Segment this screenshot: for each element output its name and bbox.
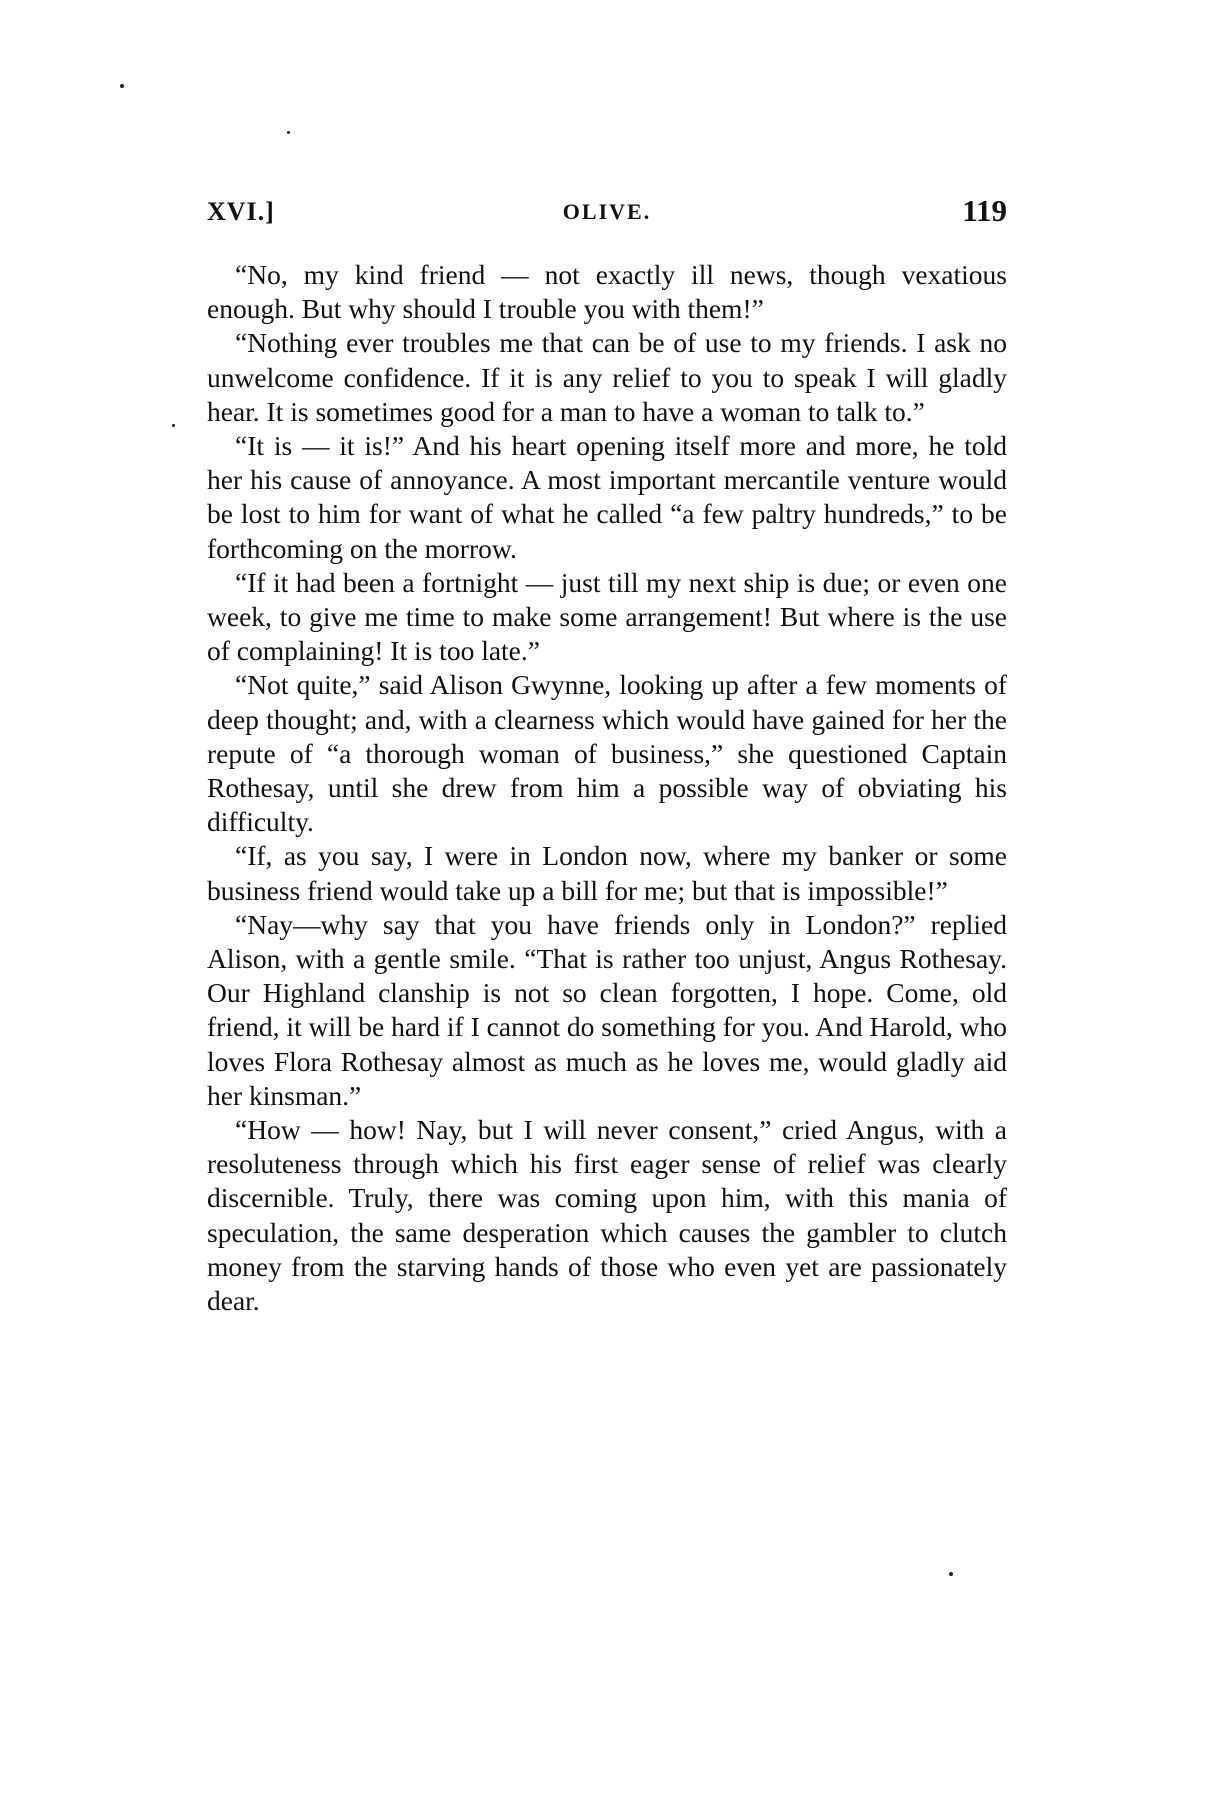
running-title: OLIVE. bbox=[562, 199, 652, 224]
paragraph: “If, as you say, I were in London now, where my banker or some business friend would take up a bill for me; but that is impossible!” bbox=[207, 840, 1007, 906]
print-speck bbox=[120, 84, 124, 88]
page-number: 119 bbox=[962, 193, 1007, 228]
paragraph: “Not quite,” said Alison Gwynne, looking up after a few moments of deep thought; and, with a clearness which would have gained for her the repute of “a thorough woman of business,” she questioned Captain Rothesay, until she drew from him a possible way of obviating his difficulty. bbox=[207, 669, 1007, 838]
paragraph: “Nothing ever troubles me that can be of use to my friends. I ask no unwelcome confidence. If it is any relief to you to speak I will gladly hear. It is sometimes good for a man to have a woman to talk to.” bbox=[207, 327, 1007, 427]
print-speck bbox=[287, 131, 290, 134]
print-speck bbox=[949, 1572, 953, 1576]
paragraph: “If it had been a fortnight — just till my next ship is due; or even one week, to give me time to make some arrangement! But where is the use of complaining! It is too late.” bbox=[207, 566, 1007, 667]
paragraph: “How — how! Nay, but I will never consent,” cried Angus, with a resoluteness through which his first eager sense of relief was clearly discernible. Truly, there was coming upon him, with this mania of speculation, the same desperation which causes the gambler to clutch money from the starving hands of those who even yet are passionately dear. bbox=[207, 1114, 1007, 1317]
running-header bbox=[207, 193, 1007, 233]
body-text bbox=[207, 258, 1007, 1318]
paragraph: “It is — it is!” And his heart opening itself more and more, he told her his cause of annoyance. A most important mercantile venture would be lost to him for want of what he called “a few paltry hundreds,” to be forthcoming on the morrow. bbox=[207, 430, 1007, 564]
paragraph: “No, my kind friend — not exactly ill news, though vexatious enough. But why should I trouble you with them!” bbox=[207, 259, 1007, 325]
print-speck bbox=[172, 424, 175, 427]
chapter-number: XVI.] bbox=[207, 197, 275, 226]
paragraph: “Nay—why say that you have friends only in London?” replied Alison, with a gentle smile. “That is rather too unjust, Angus Rothesay. Our Highland clanship is not so clean forgotten, I hope. Come, old friend, it will be hard if I cannot do something for you. And Harold, who loves Flora Rothesay almost as much as he loves me, would gladly aid her kinsman.” bbox=[207, 908, 1007, 1111]
